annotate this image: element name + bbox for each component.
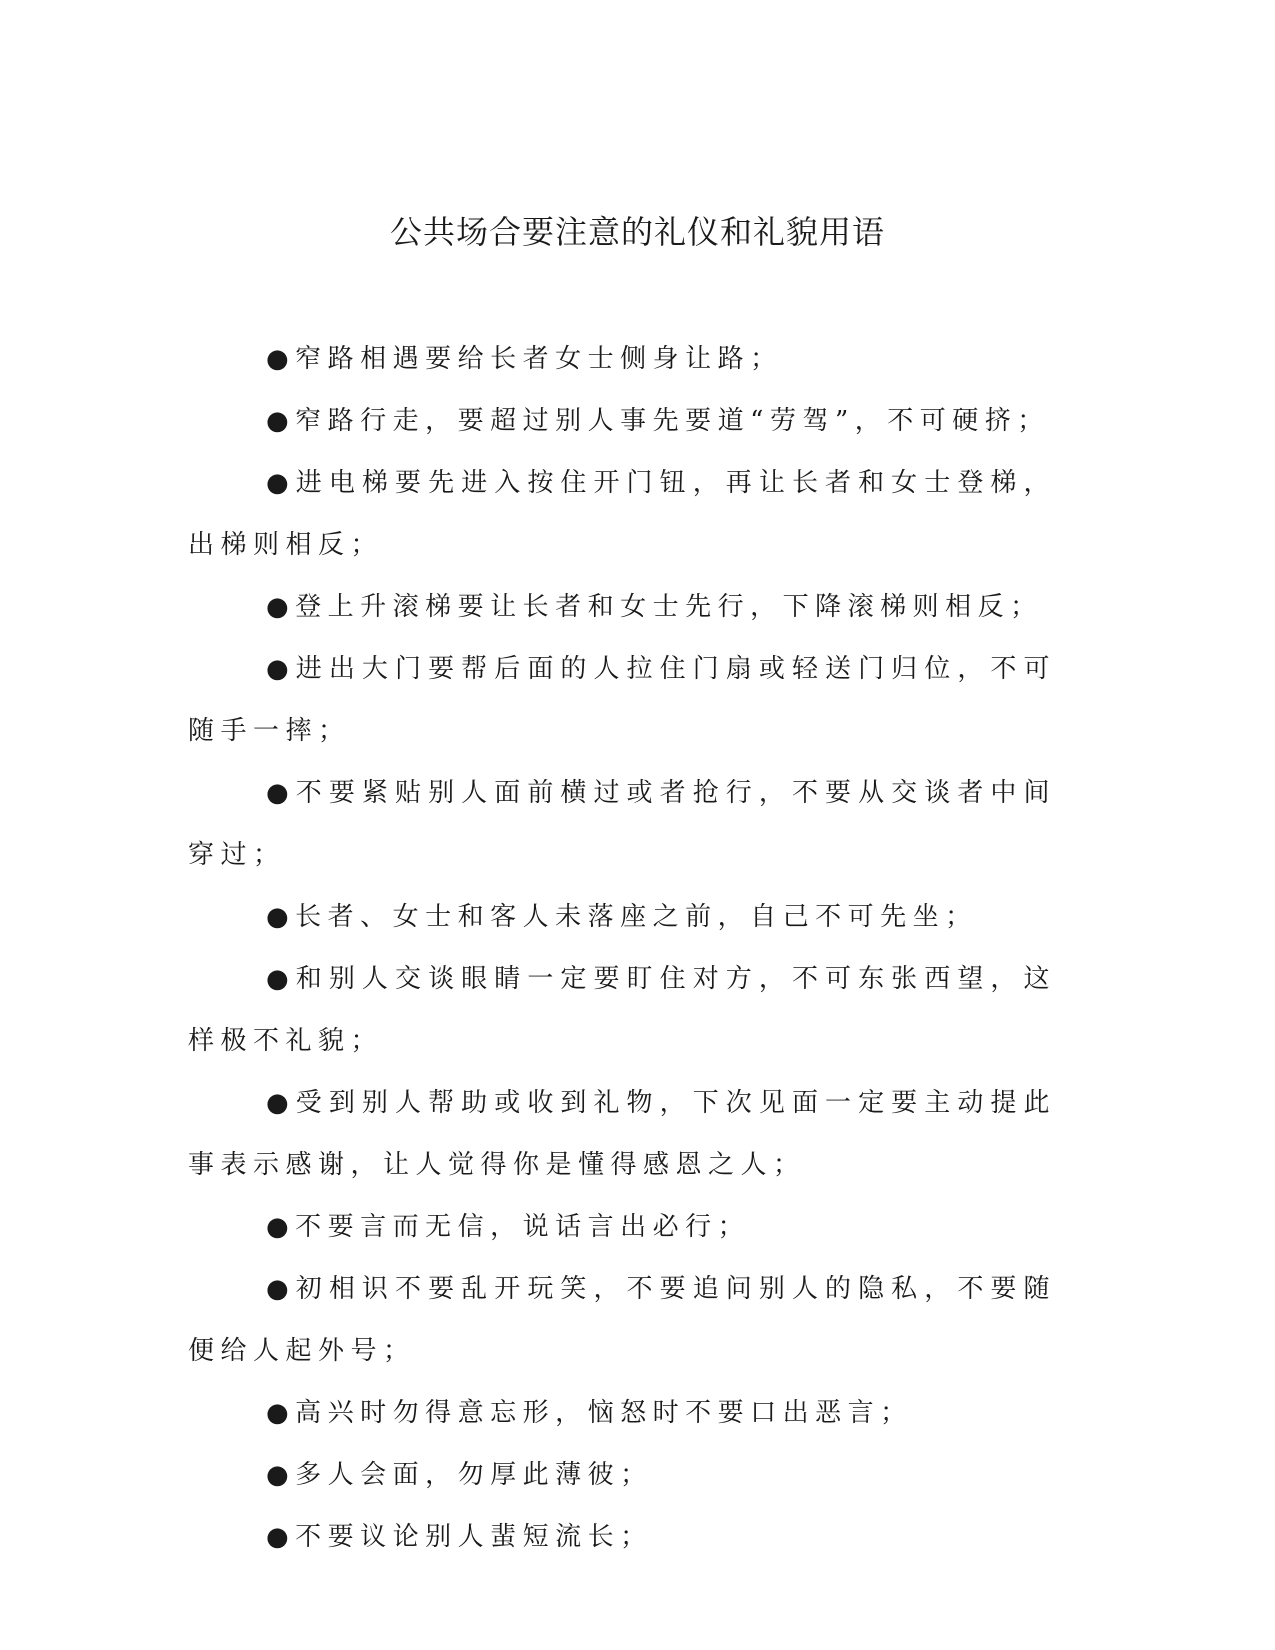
list-item: ●进出大门要帮后面的人拉住门扇或轻送门归位，不可随手一摔； (188, 654, 1056, 746)
list-item: ●登上升滚梯要让长者和女士先行，下降滚梯则相反； (266, 592, 1043, 622)
list-item: ●长者、女士和客人未落座之前，自己不可先坐； (266, 902, 978, 932)
list-item: ●不要紧贴别人面前横过或者抢行，不要从交谈者中间穿过； (188, 778, 1056, 870)
list-item: ●和别人交谈眼睛一定要盯住对方，不可东张西望，这样极不礼貌； (188, 964, 1056, 1056)
list-item: ●窄路相遇要给长者女士侧身让路； (266, 344, 783, 374)
page-title: 公共场合要注意的礼仪和礼貌用语 (389, 213, 885, 251)
list-item: ●受到别人帮助或收到礼物，下次见面一定要主动提此事表示感谢，让人觉得你是懂得感恩之人； (188, 1088, 1056, 1180)
list-item: ●初相识不要乱开玩笑，不要追问别人的隐私，不要随便给人起外号； (188, 1274, 1056, 1366)
etiquette-list (188, 328, 1056, 1568)
list-item: ●窄路行走，要超过别人事先要道“劳驾”，不可硬挤； (266, 406, 1050, 436)
list-item: ●多人会面，勿厚此薄彼； (266, 1460, 653, 1490)
list-item: ●高兴时勿得意忘形，恼怒时不要口出恶言； (266, 1398, 913, 1428)
list-item: ●不要议论别人蜚短流长； (266, 1522, 653, 1552)
list-item: ●进电梯要先进入按住开门钮，再让长者和女士登梯，出梯则相反； (188, 468, 1056, 560)
list-item: ●不要言而无信，说话言出必行； (266, 1212, 751, 1242)
